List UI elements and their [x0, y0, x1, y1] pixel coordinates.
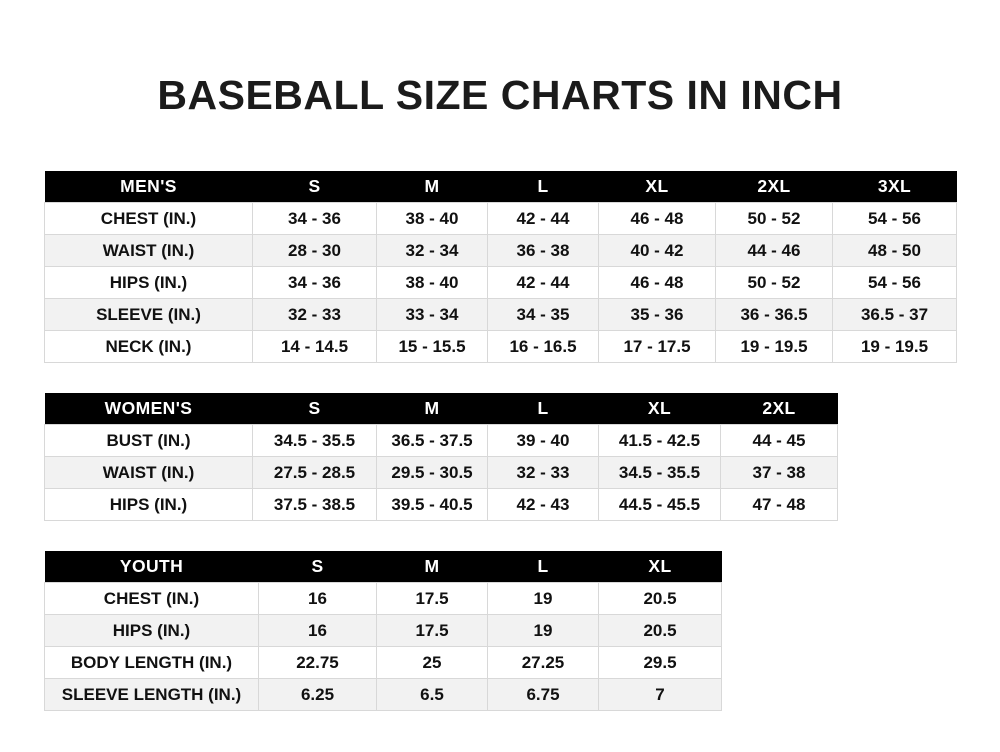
- table-cell: 17 - 17.5: [599, 331, 716, 363]
- table-spacer: [44, 521, 956, 551]
- page-title: BASEBALL SIZE CHARTS IN INCH: [157, 72, 843, 118]
- table-cell: 28 - 30: [253, 235, 377, 267]
- table-cell: 39 - 40: [488, 425, 599, 457]
- column-header: WOMEN'S: [45, 393, 253, 425]
- column-header: XL: [599, 551, 722, 583]
- table-spacer: [44, 363, 956, 393]
- table-cell: 36.5 - 37.5: [377, 425, 488, 457]
- column-header: 3XL: [833, 171, 957, 203]
- table-cell: 15 - 15.5: [377, 331, 488, 363]
- column-header: L: [488, 393, 599, 425]
- table-row: [45, 235, 957, 267]
- row-label: WAIST (IN.): [45, 457, 253, 489]
- table-cell: 50 - 52: [716, 267, 833, 299]
- row-label: BUST (IN.): [45, 425, 253, 457]
- column-header: YOUTH: [45, 551, 259, 583]
- table-cell: 50 - 52: [716, 203, 833, 235]
- table-cell: 42 - 43: [488, 489, 599, 521]
- table-cell: 37 - 38: [721, 457, 838, 489]
- table-cell: 34 - 35: [488, 299, 599, 331]
- table-row: [45, 489, 838, 521]
- table-row: [45, 267, 957, 299]
- column-header: S: [259, 551, 377, 583]
- table-row: [45, 203, 957, 235]
- table-row: [45, 425, 838, 457]
- column-header: M: [377, 393, 488, 425]
- table-cell: 41.5 - 42.5: [599, 425, 721, 457]
- row-label: SLEEVE (IN.): [45, 299, 253, 331]
- table-cell: 44 - 46: [716, 235, 833, 267]
- table-cell: 27.25: [488, 647, 599, 679]
- table-cell: 44 - 45: [721, 425, 838, 457]
- table-cell: 6.25: [259, 679, 377, 711]
- row-label: WAIST (IN.): [45, 235, 253, 267]
- table-header-row: [45, 393, 838, 425]
- row-label: BODY LENGTH (IN.): [45, 647, 259, 679]
- table-cell: 54 - 56: [833, 267, 957, 299]
- tables-container: [0, 171, 1000, 711]
- table-row: [45, 647, 722, 679]
- table-cell: 6.5: [377, 679, 488, 711]
- table-cell: 54 - 56: [833, 203, 957, 235]
- column-header: MEN'S: [45, 171, 253, 203]
- table-cell: 20.5: [599, 615, 722, 647]
- table-cell: 32 - 34: [377, 235, 488, 267]
- table-cell: 38 - 40: [377, 203, 488, 235]
- column-header: M: [377, 551, 488, 583]
- row-label: HIPS (IN.): [45, 267, 253, 299]
- column-header: 2XL: [721, 393, 838, 425]
- table-cell: 48 - 50: [833, 235, 957, 267]
- table-cell: 17.5: [377, 615, 488, 647]
- column-header: S: [253, 171, 377, 203]
- table-cell: 34 - 36: [253, 203, 377, 235]
- row-label: HIPS (IN.): [45, 489, 253, 521]
- table-cell: 16 - 16.5: [488, 331, 599, 363]
- table-cell: 33 - 34: [377, 299, 488, 331]
- table-row: [45, 679, 722, 711]
- table-cell: 16: [259, 615, 377, 647]
- table-cell: 42 - 44: [488, 267, 599, 299]
- table-cell: 35 - 36: [599, 299, 716, 331]
- table-cell: 14 - 14.5: [253, 331, 377, 363]
- table-cell: 19 - 19.5: [833, 331, 957, 363]
- table-cell: 17.5: [377, 583, 488, 615]
- table-cell: 34.5 - 35.5: [253, 425, 377, 457]
- table-cell: 19 - 19.5: [716, 331, 833, 363]
- table-cell: 16: [259, 583, 377, 615]
- table-cell: 32 - 33: [253, 299, 377, 331]
- table-cell: 38 - 40: [377, 267, 488, 299]
- column-header: XL: [599, 393, 721, 425]
- column-header: L: [488, 171, 599, 203]
- table-row: [45, 583, 722, 615]
- table-row: [45, 615, 722, 647]
- row-label: NECK (IN.): [45, 331, 253, 363]
- table-cell: 19: [488, 615, 599, 647]
- table-cell: 7: [599, 679, 722, 711]
- row-label: HIPS (IN.): [45, 615, 259, 647]
- table-cell: 36 - 36.5: [716, 299, 833, 331]
- row-label: CHEST (IN.): [45, 203, 253, 235]
- table-cell: 29.5: [599, 647, 722, 679]
- table-cell: 22.75: [259, 647, 377, 679]
- row-label: SLEEVE LENGTH (IN.): [45, 679, 259, 711]
- table-cell: 27.5 - 28.5: [253, 457, 377, 489]
- column-header: XL: [599, 171, 716, 203]
- table-cell: 36 - 38: [488, 235, 599, 267]
- table-row: [45, 299, 957, 331]
- table-cell: 37.5 - 38.5: [253, 489, 377, 521]
- table-cell: 39.5 - 40.5: [377, 489, 488, 521]
- table-cell: 47 - 48: [721, 489, 838, 521]
- table-cell: 44.5 - 45.5: [599, 489, 721, 521]
- column-header: S: [253, 393, 377, 425]
- column-header: M: [377, 171, 488, 203]
- table-cell: 42 - 44: [488, 203, 599, 235]
- table-cell: 46 - 48: [599, 203, 716, 235]
- table-cell: 34 - 36: [253, 267, 377, 299]
- womens-size-table: [44, 393, 838, 521]
- table-cell: 19: [488, 583, 599, 615]
- youth-size-table: [44, 551, 722, 711]
- row-label: CHEST (IN.): [45, 583, 259, 615]
- table-row: [45, 331, 957, 363]
- table-cell: 32 - 33: [488, 457, 599, 489]
- table-cell: 20.5: [599, 583, 722, 615]
- column-header: 2XL: [716, 171, 833, 203]
- table-cell: 6.75: [488, 679, 599, 711]
- table-header-row: [45, 171, 957, 203]
- table-cell: 29.5 - 30.5: [377, 457, 488, 489]
- table-cell: 34.5 - 35.5: [599, 457, 721, 489]
- mens-size-table: [44, 171, 957, 363]
- table-row: [45, 457, 838, 489]
- table-cell: 40 - 42: [599, 235, 716, 267]
- table-cell: 36.5 - 37: [833, 299, 957, 331]
- table-cell: 46 - 48: [599, 267, 716, 299]
- table-header-row: [45, 551, 722, 583]
- column-header: L: [488, 551, 599, 583]
- table-cell: 25: [377, 647, 488, 679]
